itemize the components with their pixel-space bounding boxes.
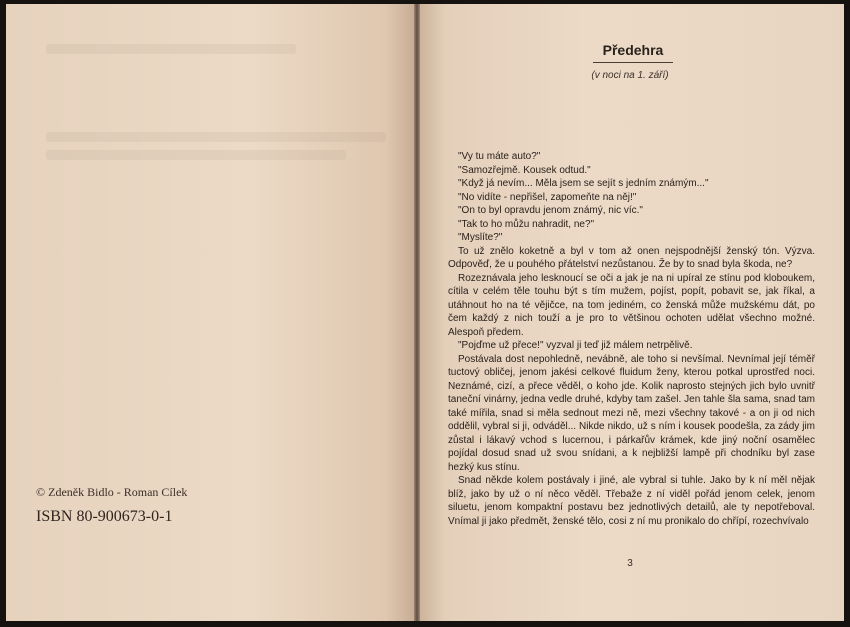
isbn: ISBN 80-900673-0-1 [36,508,173,525]
paragraph: Postávala dost nepohledně, nevábně, ale toho si nevšímal. Nevnímal její téměř tuctový obličej, jenom jakési celkové fluidum ženy, kterou potkal uprostřed noci. Neznámé, cizí, a přece věděl, o koho jde. Kolik naprosto stejných jich bylo uvnitř taneční vinárny, jedna vedle druhé, kdyby tam zašel. Jen tahle šla sama, snad tam také mířila, snad si měla sednout mezi ně, mezi všechny takové - a on ji od nich oddělil, vybral si ji, odváděl... Nikde nikdo, už s ním i kousek poodešla, za zády jim zůstal i lákavý vchod s lucernou, i párkařův krámek, kde jiný noční osamělec pojídal dosud snad už svou snídani, a k nejbližší lampě při chodníku byl zase hezký kus stínu. [448,353,815,473]
page-number: 3 [627,558,633,569]
paragraph: "Vy tu máte auto?" [458,151,541,162]
title-underline [593,62,673,63]
left-page [6,4,414,621]
paragraph: To už znělo koketně a byl v tom až onen nejspodnější ženský tón. Výzva. Odpověď, že u pouhého přátelství nezůstanou. Že by to snad byla škoda, ne? [448,245,815,270]
bleed-through-text [46,150,346,160]
paragraph: "On to byl opravdu jenom známý, nic víc." [458,205,643,216]
chapter-title: Předehra [602,42,664,58]
body-text [448,150,815,528]
paragraph: "Myslíte?" [458,232,503,243]
paragraph: "Tak to ho můžu nahradit, ne?" [458,218,595,230]
paragraph: Rozeznávala jeho lesknoucí se oči a jak je na ni upíral ze stínu pod kloboukem, cítila v celém těle touhu být s tím mužem, pojíst, popít, pobavit se, jak říkal, a utáhnout ho na té vějičce, na tom jediném, co ženská může mužskému dát, po čem každý z nich touží a je pro to většinou ochoten udělat všechno možné. Alespoň předem. [448,272,815,338]
paragraph: Snad někde kolem postávaly i jiné, ale vybral si tuhle. Jako by k ní měl nějak blíž, jako by už o ní něco věděl. Třebaže z ní viděl pořád jenom celek, jenom siluetu, jenom kompaktní postavu bez jednotlivých detailů, ale ty nepotřeboval. Vnímal ji jako předmět, ženské tělo, cosi z ní mu pronikalo do chřípí, rozechvívalo [448,475,815,527]
bleed-through-text [46,132,386,142]
paragraph: "Samozřejmě. Kousek odtud." [458,164,591,176]
paragraph: "Pojďme už přece!" vyzval ji teď již málem netrpělivě. [458,340,693,351]
bleed-through-text [46,44,296,54]
copyright-notice: © Zdeněk Bidlo - Roman Cílek [36,485,188,499]
paragraph: "No vidíte - nepřišel, zapomeňte na něj!" [458,191,637,203]
paragraph: "Když já nevím... Měla jsem se sejít s jedním známým..." [458,178,709,189]
chapter-subtitle: (v noci na 1. září) [591,70,669,81]
